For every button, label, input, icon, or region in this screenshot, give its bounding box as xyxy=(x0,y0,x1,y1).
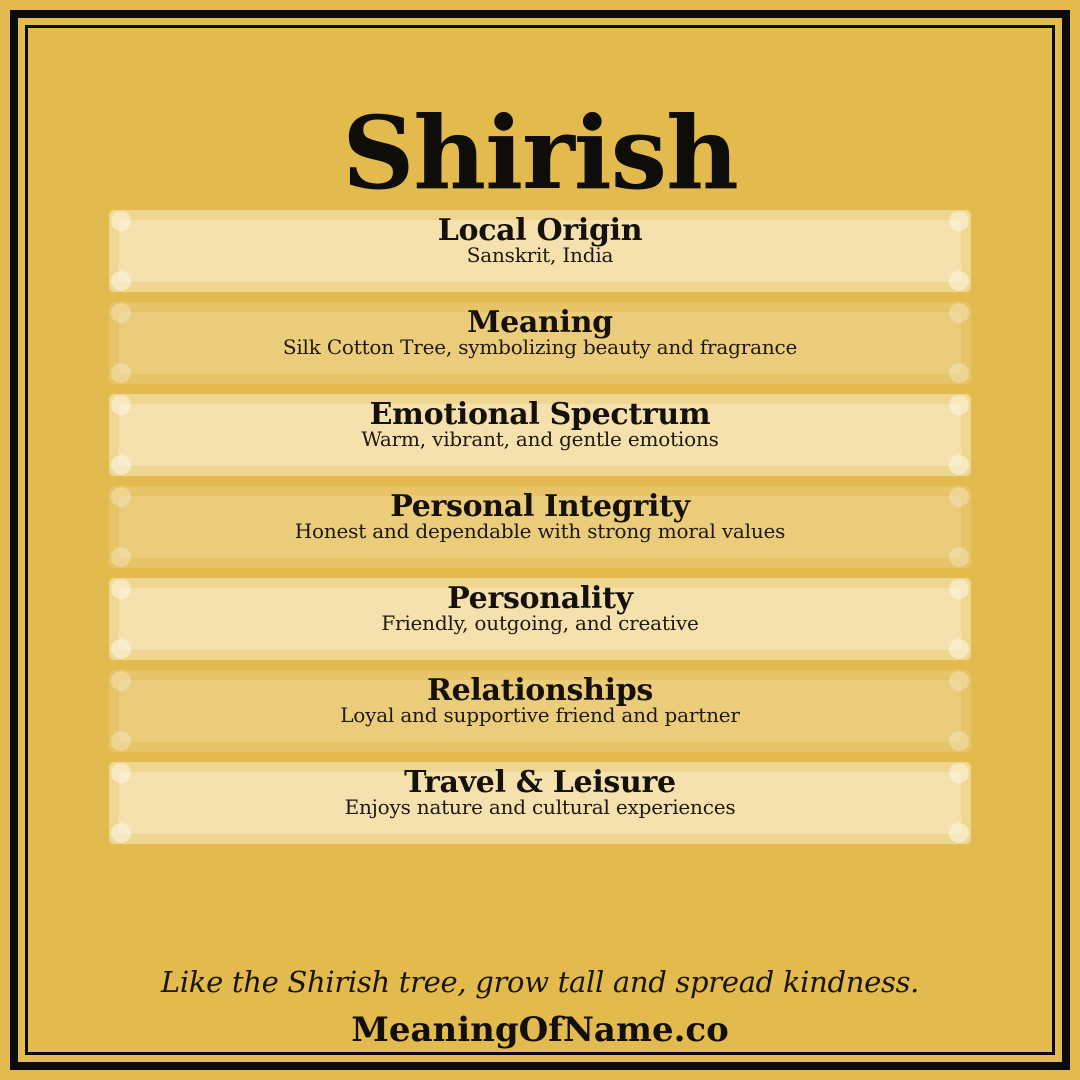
rivet-dot xyxy=(111,395,131,415)
rivet-dot xyxy=(949,211,969,231)
card-description: Sanskrit, India xyxy=(466,243,614,267)
page-title: Shirish xyxy=(342,94,738,212)
rivet-dot xyxy=(111,579,131,599)
card-description: Silk Cotton Tree, symbolizing beauty and fragrance xyxy=(282,335,798,359)
rivet-dot xyxy=(949,639,969,659)
rivet-dot xyxy=(111,671,131,691)
card-heading: Meaning xyxy=(467,305,613,340)
rivet-dot xyxy=(949,455,969,475)
rivet-dot xyxy=(111,763,131,783)
rivet-dot xyxy=(949,271,969,291)
card-heading: Relationships xyxy=(427,673,653,708)
card-description: Honest and dependable with strong moral values xyxy=(294,519,786,543)
rivet-dot xyxy=(111,823,131,843)
card-heading: Personality xyxy=(447,581,633,616)
card-description: Loyal and supportive friend and partner xyxy=(340,703,740,727)
card-local-origin xyxy=(109,210,971,292)
rivet-dot xyxy=(111,731,131,751)
rivet-dot xyxy=(949,303,969,323)
card-heading: Local Origin xyxy=(437,213,643,248)
card-description: Friendly, outgoing, and creative xyxy=(381,611,699,635)
card-description: Warm, vibrant, and gentle emotions xyxy=(361,427,719,451)
rivet-dot xyxy=(949,823,969,843)
rivet-dot xyxy=(949,671,969,691)
rivet-dot xyxy=(111,487,131,507)
card-meaning xyxy=(109,302,971,384)
rivet-dot xyxy=(111,363,131,383)
rivet-dot xyxy=(949,487,969,507)
rivet-dot xyxy=(949,731,969,751)
rivet-dot xyxy=(111,547,131,567)
rivet-dot xyxy=(949,547,969,567)
card-heading: Emotional Spectrum xyxy=(369,397,711,432)
card-heading: Personal Integrity xyxy=(390,489,690,524)
info-card-list xyxy=(109,210,971,854)
card-personality xyxy=(109,578,971,660)
rivet-dot xyxy=(111,271,131,291)
rivet-dot xyxy=(949,763,969,783)
rivet-dot xyxy=(111,303,131,323)
brand-wordmark: MeaningOfName.co xyxy=(351,1010,729,1050)
card-travel-leisure xyxy=(109,762,971,844)
rivet-dot xyxy=(111,455,131,475)
rivet-dot xyxy=(949,363,969,383)
tagline-quote: Like the Shirish tree, grow tall and spread kindness. xyxy=(160,965,920,999)
rivet-dot xyxy=(949,579,969,599)
card-relationships xyxy=(109,670,971,752)
card-heading: Travel & Leisure xyxy=(404,765,676,800)
card-personal-integrity xyxy=(109,486,971,568)
rivet-dot xyxy=(949,395,969,415)
rivet-dot xyxy=(111,639,131,659)
card-description: Enjoys nature and cultural experiences xyxy=(344,795,736,819)
card-emotional-spectrum xyxy=(109,394,971,476)
rivet-dot xyxy=(111,211,131,231)
